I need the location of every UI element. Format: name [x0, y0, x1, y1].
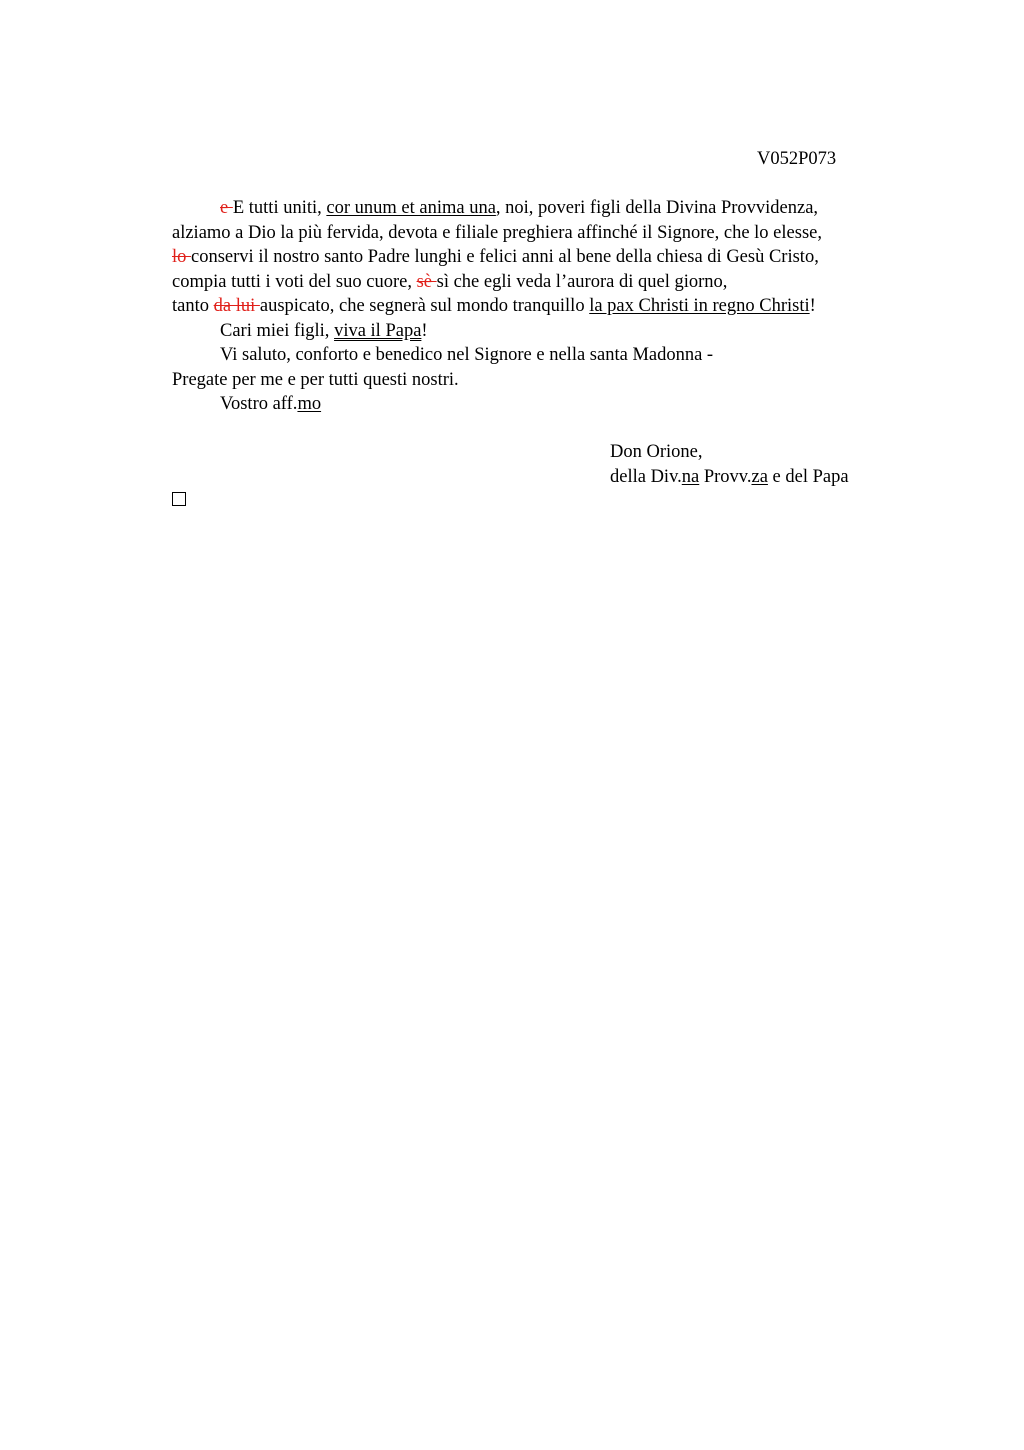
underlined-text: mo [297, 394, 322, 414]
text-run: della Div. [610, 466, 682, 487]
underlined-text: na [681, 466, 700, 487]
letter-line-7 [172, 343, 912, 368]
struck-text: da lui [213, 296, 260, 316]
letter-line-6 [172, 319, 912, 344]
struck-text: e [220, 198, 233, 218]
underlined-text: cor unum et anima una [326, 198, 496, 218]
letter-line-4 [172, 270, 912, 295]
signature-name: Don Orione, [610, 442, 703, 462]
signature-block [610, 440, 849, 489]
text-run: Cari miei figli, [220, 320, 335, 341]
signature-title [610, 465, 849, 490]
text-run: auspicato, che segnerà sul mondo tranquillo [259, 296, 590, 316]
text-run: Pregate per me e per tutti questi nostri. [172, 369, 459, 390]
letter-line-8 [172, 368, 912, 393]
text-run: alziamo a Dio la più fervida, devota e filiale preghiera affinché il Signore, che lo elesse, [172, 222, 822, 243]
underlined-text: za [751, 466, 768, 487]
text-run: sì che egli veda l’aurora di quel giorno, [436, 271, 728, 292]
struck-text: lo [172, 247, 192, 267]
text-run: tanto [172, 296, 214, 316]
text-run: e del Papa [767, 466, 849, 487]
letter-line-3 [172, 245, 912, 270]
letter-line-9 [172, 392, 912, 417]
document-reference-code: V052P073 [757, 149, 837, 169]
square-box-icon [172, 492, 186, 506]
text-run: conservi il nostro santo Padre lunghi e felici anni al bene della chiesa di Gesù Cristo, [191, 247, 819, 267]
text-run: ! [421, 320, 428, 341]
letter-line-1 [172, 196, 912, 221]
text-run: E tutti uniti, [232, 198, 327, 218]
text-run: ! [809, 296, 816, 316]
text-run: Vi saluto, conforto e benedico nel Signore e nella santa Madonna - [220, 345, 714, 365]
text-run: Provv. [699, 466, 752, 487]
letter-body [172, 196, 912, 417]
text-run: , noi, poveri figli della Divina Provvidenza, [495, 198, 819, 218]
double-underlined-text: viva il Papa [334, 320, 422, 341]
letter-line-5 [172, 294, 912, 319]
text-run: compia tutti i voti del suo cuore, [172, 271, 417, 292]
underlined-text: la pax Christi in regno Christi [589, 296, 810, 316]
text-run: Vostro aff. [220, 394, 298, 414]
letter-line-2 [172, 221, 912, 246]
struck-text: sè [416, 271, 437, 292]
